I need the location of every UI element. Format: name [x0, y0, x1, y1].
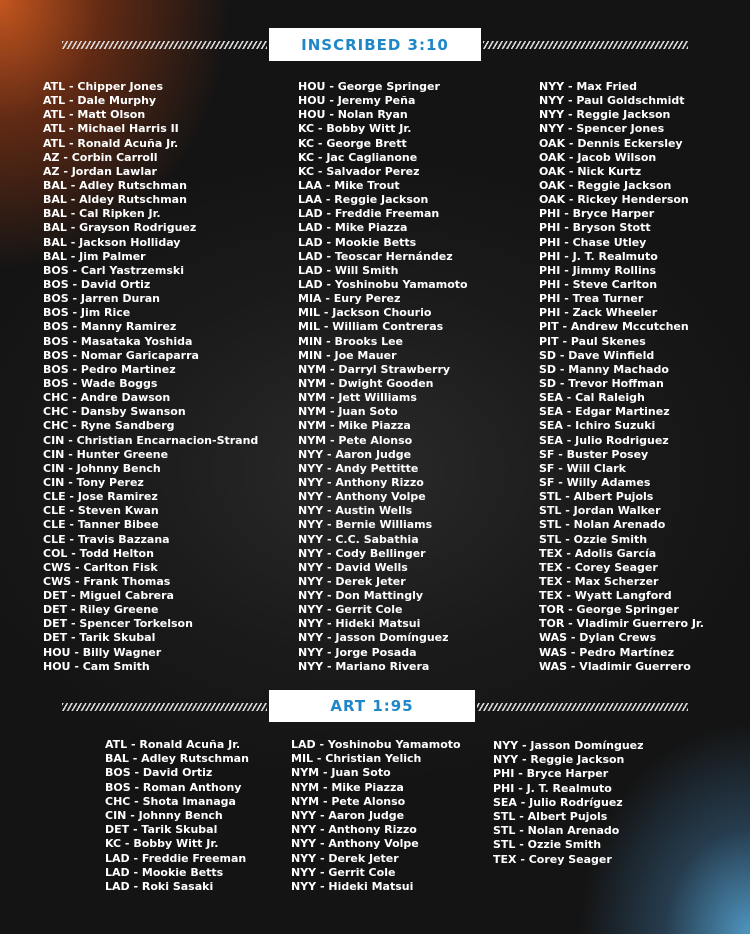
checklist-entry: NYM - Darryl Strawberry [298, 362, 451, 376]
checklist-entry: OAK - Rickey Henderson [539, 193, 689, 207]
checklist-entry: BAL - Aldey Rutschman [43, 193, 187, 207]
checklist-entry: SF - Buster Posey [539, 447, 649, 461]
checklist-entry: TEX - Corey Seager [493, 852, 612, 866]
section-divider-right [483, 41, 688, 49]
checklist-entry: BAL - Adley Rutschman [43, 178, 187, 192]
checklist-entry: SEA - Julio Rodriguez [539, 433, 669, 447]
checklist-entry: NYY - Max Fried [539, 80, 637, 93]
checklist-entry: BOS - Jarren Duran [43, 292, 161, 306]
checklist-entry: NYM - Pete Alonso [298, 433, 413, 447]
checklist-entry: AZ - Jordan Lawlar [43, 164, 157, 178]
art-list-column-3 [493, 739, 644, 867]
checklist-entry: MIL - William Contreras [298, 320, 444, 334]
checklist-entry: CLE - Steven Kwan [43, 504, 159, 518]
checklist-entry: NYY - Gerrit Cole [298, 603, 403, 617]
checklist-entry: WAS - Vladimir Guerrero [539, 659, 691, 673]
checklist-entry: NYY - Jorge Posada [298, 645, 417, 659]
checklist-entry: STL - Nolan Arenado [539, 518, 666, 532]
section-divider-left [62, 41, 267, 49]
checklist-entry: PHI - Trea Turner [539, 292, 644, 306]
checklist-entry: MIL - Jackson Chourio [298, 306, 432, 320]
checklist-entry: BOS - Pedro Martinez [43, 362, 176, 376]
checklist-entry: NYY - Aaron Judge [298, 447, 412, 461]
checklist-entry: TOR - Vladimir Guerrero Jr. [539, 617, 704, 631]
checklist-entry: DET - Miguel Cabrera [43, 589, 174, 603]
checklist-entry: KC - Bobby Witt Jr. [298, 122, 412, 136]
checklist-entry: CLE - Jose Ramirez [43, 490, 158, 504]
art-list-column-1 [105, 738, 249, 894]
checklist-entry: NYY - Gerrit Cole [291, 865, 396, 879]
inscribed-list-column-3 [539, 80, 704, 674]
checklist-entry: NYY - Reggie Jackson [539, 108, 671, 122]
checklist-entry: NYY - David Wells [298, 560, 408, 574]
checklist-entry: CWS - Carlton Fisk [43, 560, 158, 574]
checklist-entry: NYY - Anthony Rizzo [291, 823, 417, 837]
checklist-entry: CIN - Tony Perez [43, 475, 144, 489]
checklist-entry: SD - Dave Winfield [539, 348, 655, 362]
checklist-entry: OAK - Jacob Wilson [539, 150, 657, 164]
checklist-entry: DET - Riley Greene [43, 603, 159, 617]
checklist-entry: MIN - Joe Mauer [298, 348, 397, 362]
checklist-entry: LAD - Mike Piazza [298, 221, 408, 235]
checklist-entry: PHI - J. T. Realmuto [493, 781, 612, 795]
checklist-entry: OAK - Nick Kurtz [539, 164, 642, 178]
checklist-entry: NYY - Anthony Volpe [291, 837, 419, 851]
checklist-entry: BAL - Grayson Rodriguez [43, 221, 197, 235]
checklist-entry: CLE - Travis Bazzana [43, 532, 170, 546]
checklist-entry: BOS - Roman Anthony [105, 780, 242, 794]
checklist-entry: NYY - Jasson Domínguez [493, 739, 644, 752]
checklist-entry: HOU - Nolan Ryan [298, 108, 408, 122]
checklist-entry: CIN - Hunter Greene [43, 447, 169, 461]
checklist-entry: NYM - Dwight Gooden [298, 376, 434, 390]
checklist-entry: DET - Tarik Skubal [43, 631, 156, 645]
checklist-entry: MIA - Eury Perez [298, 292, 401, 306]
checklist-entry: PHI - Bryce Harper [493, 767, 609, 781]
checklist-entry: TEX - Wyatt Langford [539, 589, 672, 603]
checklist-entry: TEX - Corey Seager [539, 560, 658, 574]
checklist-entry: STL - Albert Pujols [539, 490, 654, 504]
checklist-entry: TEX - Max Scherzer [539, 574, 659, 588]
checklist-entry: HOU - Jeremy Peña [298, 94, 416, 108]
checklist-entry: LAD - Teoscar Hernández [298, 249, 453, 263]
checklist-entry: NYM - Juan Soto [298, 405, 398, 419]
checklist-entry: WAS - Pedro Martínez [539, 645, 675, 659]
checklist-entry: SD - Trevor Hoffman [539, 376, 664, 390]
checklist-entry: CIN - Christian Encarnacion-Strand [43, 433, 259, 447]
checklist-entry: PHI - Steve Carlton [539, 277, 658, 291]
art-title: ART 1:95 [330, 697, 414, 715]
checklist-entry: NYY - Bernie Williams [298, 518, 433, 532]
checklist-entry: LAD - Mookie Betts [298, 235, 417, 249]
checklist-entry: TOR - George Springer [539, 603, 679, 617]
checklist-entry: BOS - David Ortiz [43, 277, 151, 291]
checklist-entry: NYY - Don Mattingly [298, 589, 424, 603]
checklist-entry: BOS - David Ortiz [105, 766, 213, 780]
checklist-entry: PHI - Bryce Harper [539, 207, 655, 221]
checklist-entry: ATL - Ronald Acuña Jr. [105, 738, 241, 751]
checklist-entry: NYY - C.C. Sabathia [298, 532, 419, 546]
checklist-entry: NYM - Pete Alonso [291, 794, 406, 808]
checklist-entry: NYY - Anthony Rizzo [298, 475, 424, 489]
checklist-entry: ATL - Dale Murphy [43, 94, 157, 108]
checklist-entry: LAD - Freddie Freeman [105, 851, 247, 865]
checklist-entry: CWS - Frank Thomas [43, 574, 171, 588]
checklist-entry: STL - Ozzie Smith [539, 532, 648, 546]
checklist-entry: LAD - Freddie Freeman [298, 207, 440, 221]
checklist-entry: LAD - Yoshinobu Yamamoto [291, 738, 461, 751]
inscribed-banner [269, 28, 481, 61]
art-list-column-2 [291, 738, 461, 894]
checklist-entry: OAK - Reggie Jackson [539, 178, 672, 192]
checklist-entry: BOS - Wade Boggs [43, 376, 158, 390]
checklist-entry: PHI - Chase Utley [539, 235, 647, 249]
checklist-entry: MIN - Brooks Lee [298, 334, 404, 348]
checklist-entry: NYY - Austin Wells [298, 504, 413, 518]
checklist-entry: CIN - Johnny Bench [105, 808, 223, 822]
checklist-entry: ATL - Michael Harris II [43, 122, 179, 136]
checklist-entry: SEA - Edgar Martinez [539, 405, 670, 419]
checklist-entry: BOS - Jim Rice [43, 306, 131, 320]
art-banner [269, 690, 475, 722]
checklist-entry: SEA - Cal Raleigh [539, 391, 645, 405]
checklist-entry: DET - Spencer Torkelson [43, 617, 193, 631]
section-divider-right [477, 703, 688, 711]
checklist-entry: STL - Nolan Arenado [493, 824, 620, 838]
checklist-entry: DET - Tarik Skubal [105, 823, 218, 837]
checklist-entry: NYY - Hideki Matsui [291, 879, 414, 893]
checklist-entry: NYY - Reggie Jackson [493, 753, 625, 767]
checklist-entry: BOS - Manny Ramirez [43, 320, 177, 334]
checklist-entry: HOU - George Springer [298, 80, 440, 93]
checklist-entry: PHI - J. T. Realmuto [539, 249, 658, 263]
inscribed-list-column-1 [43, 80, 258, 674]
checklist-entry: NYY - Jasson Domínguez [298, 631, 449, 645]
checklist-entry: SF - Willy Adames [539, 475, 651, 489]
checklist-entry: PHI - Zack Wheeler [539, 306, 658, 320]
checklist-entry: NYY - Mariano Rivera [298, 659, 430, 673]
checklist-entry: SD - Manny Machado [539, 362, 669, 376]
checklist-entry: CIN - Johnny Bench [43, 461, 161, 475]
checklist-entry: LAD - Will Smith [298, 263, 399, 277]
checklist-entry: STL - Albert Pujols [493, 809, 608, 823]
checklist-entry: AZ - Corbin Carroll [43, 150, 158, 164]
checklist-entry: TEX - Adolis García [539, 546, 657, 560]
checklist-entry: ATL - Ronald Acuña Jr. [43, 136, 179, 150]
checklist-entry: SF - Will Clark [539, 461, 626, 475]
inscribed-list-column-2 [298, 80, 468, 674]
checklist-entry: NYM - Jett Williams [298, 391, 417, 405]
checklist-entry: NYM - Mike Piazza [298, 419, 411, 433]
checklist-entry: BOS - Masataka Yoshida [43, 334, 193, 348]
checklist-entry: SEA - Ichiro Suzuki [539, 419, 656, 433]
checklist-entry: MIL - Christian Yelich [291, 752, 422, 766]
checklist-entry: NYY - Andy Pettitte [298, 461, 419, 475]
checklist-entry: BAL - Jim Palmer [43, 249, 146, 263]
checklist-entry: BAL - Jackson Holliday [43, 235, 181, 249]
section-divider-left [62, 703, 267, 711]
checklist-entry: NYY - Derek Jeter [298, 574, 406, 588]
checklist-entry: CLE - Tanner Bibee [43, 518, 159, 532]
checklist-entry: NYY - Anthony Volpe [298, 490, 426, 504]
checklist-entry: PIT - Andrew Mccutchen [539, 320, 689, 334]
checklist-entry: WAS - Dylan Crews [539, 631, 657, 645]
checklist-entry: ATL - Chipper Jones [43, 80, 164, 93]
checklist-entry: BAL - Adley Rutschman [105, 752, 249, 766]
checklist-entry: PHI - Bryson Stott [539, 221, 651, 235]
checklist-entry: HOU - Billy Wagner [43, 645, 162, 659]
checklist-entry: STL - Jordan Walker [539, 504, 661, 518]
checklist-entry: LAA - Reggie Jackson [298, 193, 429, 207]
checklist-entry: NYY - Derek Jeter [291, 851, 399, 865]
checklist-entry: KC - Salvador Perez [298, 164, 420, 178]
checklist-entry: NYY - Hideki Matsui [298, 617, 421, 631]
checklist-entry: PHI - Jimmy Rollins [539, 263, 657, 277]
checklist-entry: NYM - Juan Soto [291, 766, 391, 780]
checklist-entry: NYY - Cody Bellinger [298, 546, 426, 560]
checklist-entry: BOS - Carl Yastrzemski [43, 263, 184, 277]
inscribed-title: INSCRIBED 3:10 [301, 35, 449, 54]
checklist-entry: NYY - Spencer Jones [539, 122, 665, 136]
checklist-entry: ATL - Matt Olson [43, 108, 146, 122]
checklist-entry: CHC - Dansby Swanson [43, 405, 186, 419]
checklist-entry: BOS - Nomar Garicaparra [43, 348, 199, 362]
checklist-entry: COL - Todd Helton [43, 546, 154, 560]
checklist-entry: OAK - Dennis Eckersley [539, 136, 683, 150]
checklist-entry: NYY - Aaron Judge [291, 808, 405, 822]
checklist-entry: HOU - Cam Smith [43, 659, 150, 673]
checklist-entry: STL - Ozzie Smith [493, 838, 602, 852]
checklist-entry: LAD - Roki Sasaki [105, 879, 214, 893]
checklist-entry: NYM - Mike Piazza [291, 780, 404, 794]
checklist-entry: NYY - Paul Goldschmidt [539, 94, 685, 108]
checklist-entry: CHC - Ryne Sandberg [43, 419, 175, 433]
checklist-entry: SEA - Julio Rodríguez [493, 795, 623, 809]
checklist-entry: LAD - Mookie Betts [105, 865, 224, 879]
checklist-entry: KC - Jac Caglianone [298, 150, 418, 164]
checklist-entry: KC - Bobby Witt Jr. [105, 837, 219, 851]
checklist-entry: CHC - Shota Imanaga [105, 794, 236, 808]
checklist-entry: LAD - Yoshinobu Yamamoto [298, 277, 468, 291]
checklist-entry: BAL - Cal Ripken Jr. [43, 207, 161, 221]
checklist-entry: LAA - Mike Trout [298, 178, 400, 192]
checklist-entry: CHC - Andre Dawson [43, 391, 171, 405]
checklist-entry: KC - George Brett [298, 136, 407, 150]
checklist-entry: PIT - Paul Skenes [539, 334, 646, 348]
